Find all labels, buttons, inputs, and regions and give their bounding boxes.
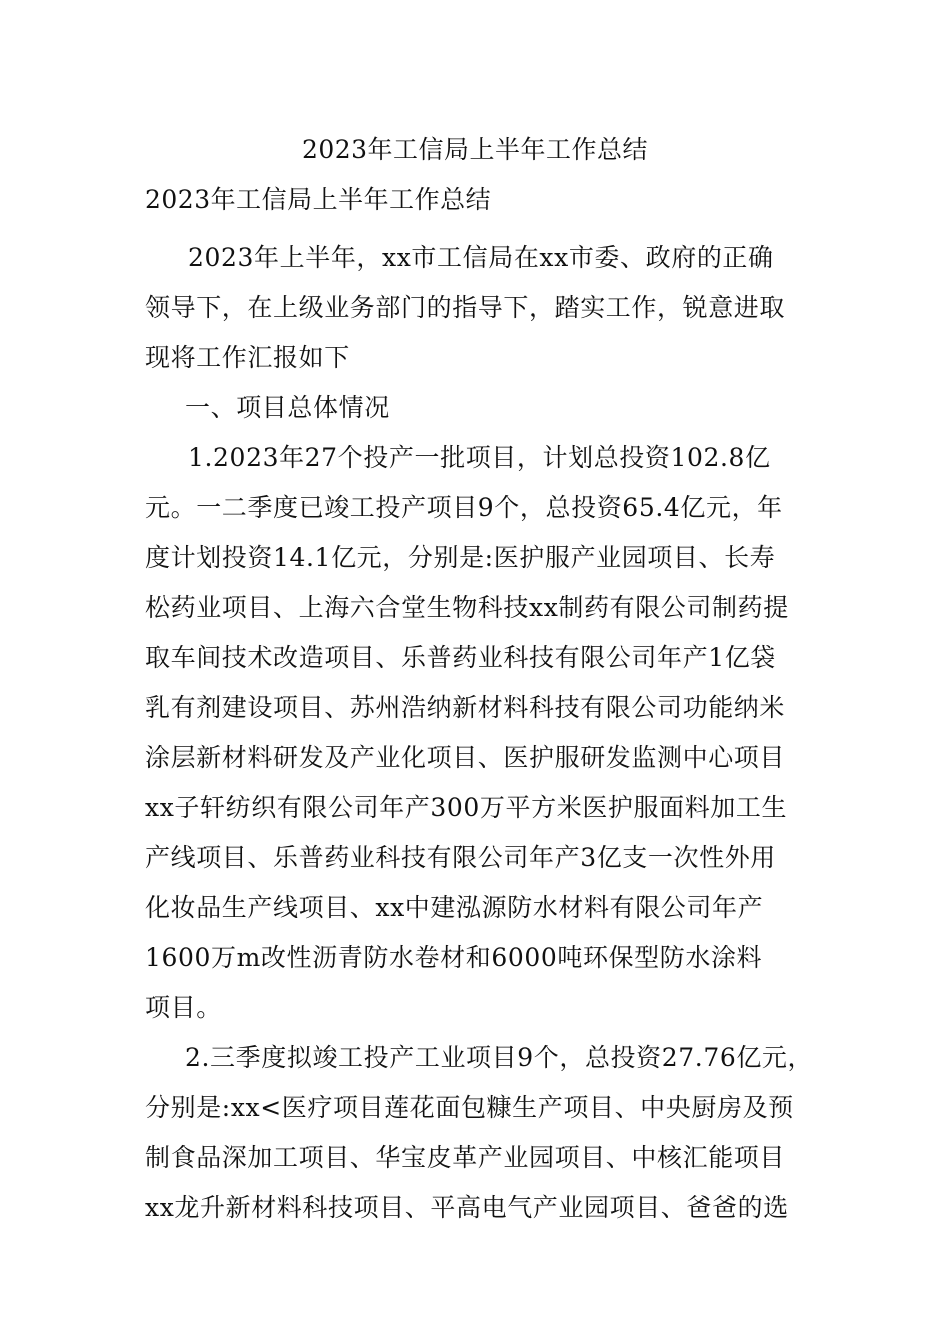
text-line: 项目。 bbox=[145, 993, 222, 1022]
text-line: 2.三季度拟竣工投产工业项目9个，总投资27.76亿元， bbox=[185, 1043, 814, 1072]
text-line: 1.2023年27个投产一批项目，计划总投资102.8亿 bbox=[188, 443, 771, 472]
text-line: 现将工作汇报如下 bbox=[145, 343, 350, 372]
text-line: 涂层新材料研发及产业化项目、医护服研发监测中心项目 bbox=[145, 743, 786, 772]
text-line: 产线项目、乐普药业科技有限公司年产3亿支一次性外用 bbox=[145, 843, 776, 872]
paragraph-item-1 bbox=[145, 433, 817, 1033]
section-heading bbox=[145, 383, 817, 433]
text-line: 松药业项目、上海六合堂生物科技xx制药有限公司制药提 bbox=[145, 593, 789, 622]
paragraph-intro bbox=[145, 233, 817, 383]
paragraph-item-2 bbox=[145, 1033, 817, 1233]
text-line: 化妆品生产线项目、xx中建泓源防水材料有限公司年产 bbox=[145, 893, 764, 922]
text-line: 领导下，在上级业务部门的指导下，踏实工作，锐意进取 bbox=[145, 293, 786, 322]
text-line: 2023年上半年，xx市工信局在xx市委、政府的正确 bbox=[188, 243, 774, 272]
text-line: 制食品深加工项目、华宝皮革产业园项目、中核汇能项目 bbox=[145, 1143, 786, 1172]
text-line: xx子轩纺织有限公司年产300万平方米医护服面料加工生 bbox=[145, 793, 788, 822]
document-title: 2023年工信局上半年工作总结 bbox=[301, 135, 649, 164]
text-line: 乳有剂建设项目、苏州浩纳新材料科技有限公司功能纳米 bbox=[145, 693, 786, 722]
document-subtitle: 2023年工信局上半年工作总结 bbox=[145, 185, 492, 214]
text-line: xx龙升新材料科技项目、平高电气产业园项目、爸爸的选 bbox=[145, 1193, 789, 1222]
text-line: 取车间技术改造项目、乐普药业科技有限公司年产1亿袋 bbox=[145, 643, 776, 672]
text-line: 分别是:xx<医疗项目莲花面包糠生产项目、中央厨房及预 bbox=[145, 1093, 794, 1122]
text-line: 元。一二季度已竣工投产项目9个，总投资65.4亿元，年 bbox=[145, 493, 783, 522]
document-body bbox=[145, 233, 817, 1233]
text-line: 1600万m改性沥青防水卷材和6000吨环保型防水涂料 bbox=[145, 943, 763, 972]
text-line: 度计划投资14.1亿元，分别是:医护服产业园项目、长寿 bbox=[145, 543, 776, 572]
section-heading-text: 一、项目总体情况 bbox=[185, 393, 390, 422]
